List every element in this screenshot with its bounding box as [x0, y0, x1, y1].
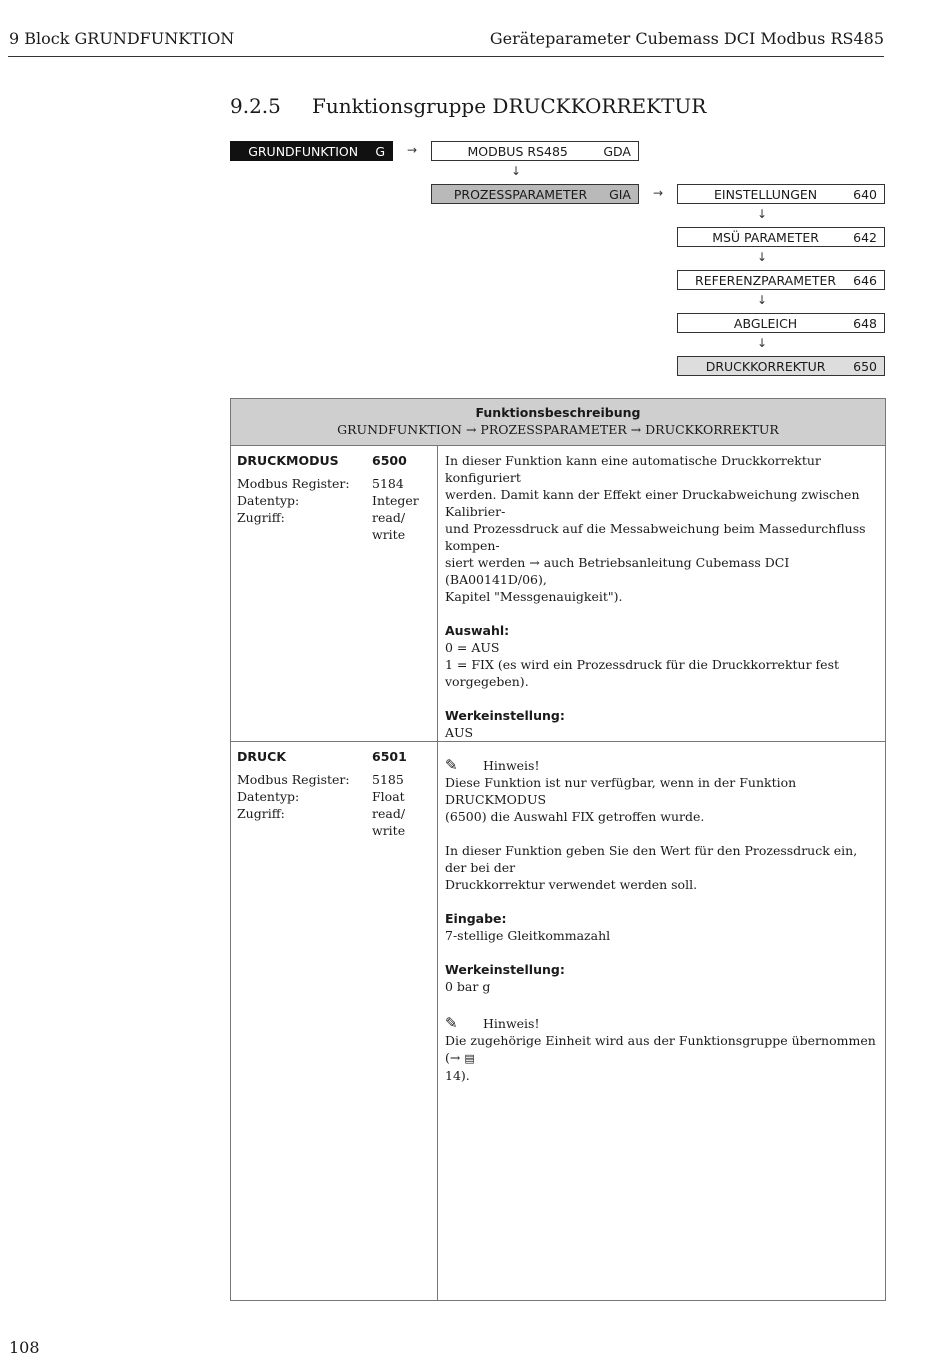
note-line: 14). [445, 1068, 470, 1083]
description-line: In dieser Funktion kann eine automatische Druckkorrektur konfiguriert [445, 453, 821, 485]
arrow-down-icon: ↓ [757, 293, 768, 307]
nav-box-msue-parameter [677, 227, 885, 247]
modbus-register-value: 5184 [372, 476, 404, 491]
nav-box-label: DRUCKKORREKTUR [705, 358, 826, 374]
access-value: read/ [372, 806, 406, 821]
nav-box-code: GDA [603, 143, 631, 159]
function-description-cell [438, 742, 886, 1301]
nav-box-label: REFERENZPARAMETER [695, 272, 837, 288]
note-line: Diese Funktion ist nur verfügbar, wenn in der Funktion DRUCKMODUS [445, 775, 797, 807]
function-name: DRUCK [237, 749, 287, 764]
access-label: Zugriff: [237, 806, 285, 821]
description-line: Kapitel "Messgenauigkeit"). [445, 589, 623, 604]
nav-box-label: EINSTELLUNGEN [713, 186, 818, 202]
selection-option: 0 = AUS [445, 640, 500, 655]
table-row [231, 446, 886, 742]
function-info-cell [231, 446, 438, 742]
access-label: Zugriff: [237, 510, 285, 525]
input-label: Eingabe: [445, 911, 507, 926]
arrow-right-icon: → [653, 186, 664, 200]
datatype-value: Integer [372, 493, 419, 508]
section-heading [230, 94, 706, 118]
function-heading [237, 452, 431, 469]
factory-setting-value: AUS [445, 725, 474, 740]
factory-setting-value: 0 bar g [445, 979, 491, 994]
function-number: 6501 [372, 749, 407, 764]
access-value: read/ [372, 510, 406, 525]
nav-box-modbus [431, 141, 639, 161]
nav-box-label: PROZESSPARAMETER [453, 186, 588, 202]
header-divider [8, 56, 884, 57]
nav-box-label: GRUNDFUNKTION [248, 143, 359, 159]
selection-option: 1 = FIX (es wird ein Prozessdruck für die Druckkorrektur fest vorgegeben). [445, 657, 840, 689]
arrow-down-icon: ↓ [511, 164, 522, 178]
note-label: Hinweis! [483, 758, 540, 773]
datatype-row [237, 492, 431, 509]
access-row-continued [237, 526, 431, 543]
note-line: (6500) die Auswahl FIX getroffen wurde. [445, 809, 705, 824]
datatype-row [237, 788, 431, 805]
datatype-label: Datentyp: [237, 789, 300, 804]
datatype-label: Datentyp: [237, 493, 300, 508]
function-number: 6500 [372, 453, 407, 468]
header-chapter: 9 Block GRUNDFUNKTION [9, 29, 235, 48]
header-document-title: Geräteparameter Cubemass DCI Modbus RS485 [489, 29, 884, 48]
pencil-note-icon: ✎ [445, 756, 458, 774]
nav-box-druckkorrektur [677, 356, 885, 376]
access-row [237, 509, 431, 526]
datatype-value: Float [372, 789, 405, 804]
arrow-down-icon: ↓ [757, 250, 768, 264]
table-row [231, 742, 886, 1301]
nav-box-code: G [375, 143, 385, 159]
description-line: siert werden → auch Betriebsanleitung Cubemass DCI (BA00141D/06), [445, 555, 790, 587]
modbus-register-label: Modbus Register: [237, 476, 350, 491]
description-line: und Prozessdruck auf die Messabweichung beim Massedurchfluss kompen- [445, 521, 866, 553]
function-description-cell [438, 446, 886, 742]
note-label: Hinweis! [483, 1016, 540, 1031]
modbus-register-row [237, 475, 431, 492]
function-name: DRUCKMODUS [237, 453, 339, 468]
nav-box-label: MSÜ PARAMETER [712, 229, 819, 245]
modbus-register-label: Modbus Register: [237, 772, 350, 787]
page-number: 108 [9, 1338, 40, 1357]
arrow-down-icon: ↓ [757, 207, 768, 221]
modbus-register-row [237, 771, 431, 788]
pencil-note-icon: ✎ [445, 1014, 458, 1032]
description-line: werden. Damit kann der Effekt einer Druckabweichung zwischen Kalibrier- [445, 487, 860, 519]
nav-box-code: 642 [853, 229, 877, 245]
nav-box-einstellungen [677, 184, 885, 204]
nav-box-grundfunktion [230, 141, 393, 161]
nav-box-code: GIA [609, 186, 631, 202]
section-title: Funktionsgruppe DRUCKKORREKTUR [312, 94, 707, 118]
access-value: write [372, 823, 406, 838]
access-row [237, 805, 431, 822]
factory-setting-label: Werkeinstellung: [445, 962, 565, 977]
note [445, 757, 878, 774]
note-line [445, 1032, 878, 1067]
table-header-title: Funktionsbeschreibung [475, 405, 641, 420]
arrow-right-icon: → [407, 143, 418, 157]
factory-setting-label: Werkeinstellung: [445, 708, 565, 723]
description-line: In dieser Funktion geben Sie den Wert für den Prozessdruck ein, der bei der [445, 843, 858, 875]
table-header-path: GRUNDFUNKTION → PROZESSPARAMETER → DRUCKKORREKTUR [337, 422, 779, 437]
modbus-register-value: 5185 [372, 772, 404, 787]
arrow-down-icon: ↓ [757, 336, 768, 350]
nav-box-prozessparameter [431, 184, 639, 204]
page-reference-icon: ▤ [464, 1052, 475, 1065]
nav-box-label: MODBUS RS485 [467, 143, 568, 159]
table-header [231, 399, 886, 446]
nav-box-label: ABGLEICH [733, 315, 798, 331]
description-line: Druckkorrektur verwendet werden soll. [445, 877, 698, 892]
nav-box-code: 648 [853, 315, 877, 331]
function-description-table [230, 398, 886, 1301]
function-info-cell [231, 742, 438, 1301]
note [445, 1015, 878, 1032]
note-text: Die zugehörige Einheit wird aus der Funktionsgruppe übernommen (→ [445, 1033, 876, 1065]
nav-box-code: 646 [853, 272, 877, 288]
access-value: write [372, 527, 406, 542]
access-row-continued [237, 822, 431, 839]
function-heading [237, 748, 431, 765]
nav-box-abgleich [677, 313, 885, 333]
selection-label: Auswahl: [445, 623, 510, 638]
input-value: 7-stellige Gleitkommazahl [445, 928, 611, 943]
section-number: 9.2.5 [230, 94, 281, 118]
nav-box-code: 650 [853, 358, 877, 374]
nav-box-referenzparameter [677, 270, 885, 290]
nav-box-code: 640 [853, 186, 877, 202]
